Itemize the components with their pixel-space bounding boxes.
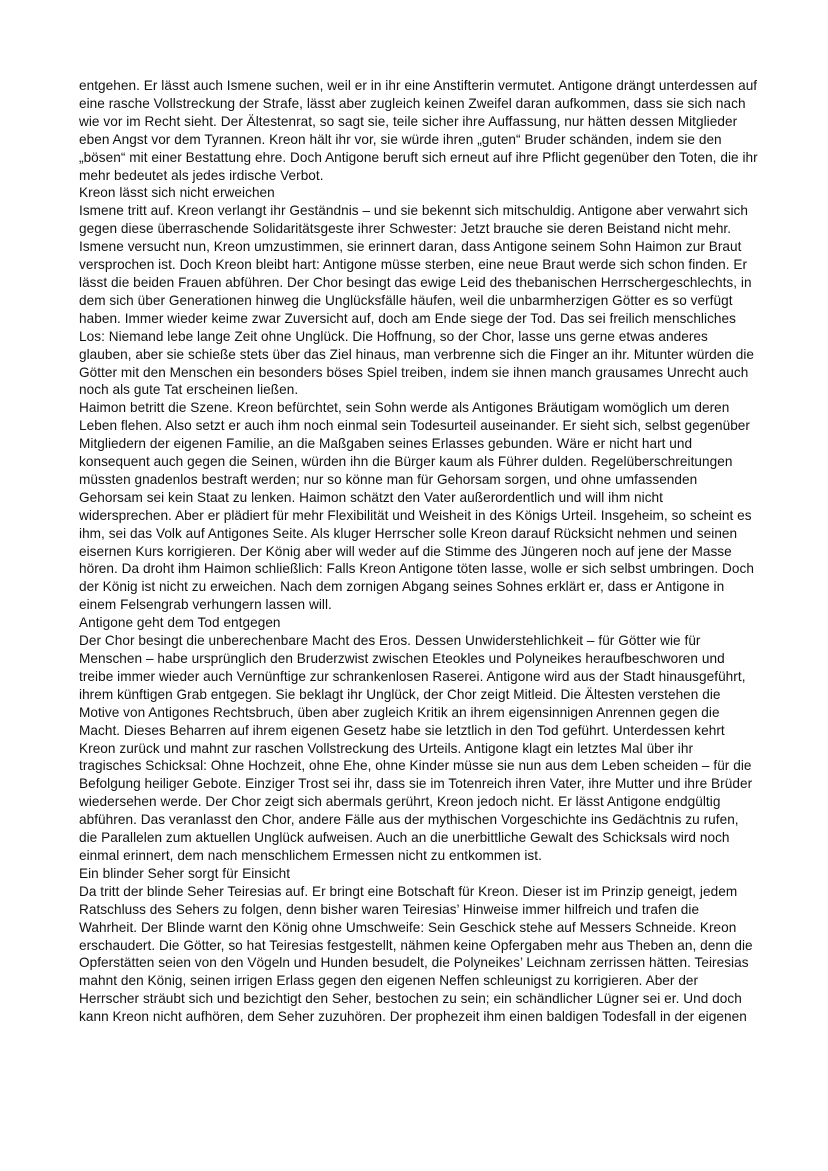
paragraph-ismene: Ismene tritt auf. Kreon verlangt ihr Geständnis – und sie bekennt sich mitschuldig. Antigone aber verwahrt sich gegen diese überraschende Solidaritätsgeste ihrer Schwester: Jetzt brauche sie deren Beistand nicht mehr. Ismene versucht nun, Kreon umzustimmen, sie erinnert daran, dass Antigone seinem Sohn Haimon zur Braut versprochen ist. Doch Kreon bleibt hart: Antigone müsse sterben, eine neue Braut werde sich schon finden. Er lässt die beiden Frauen abführen. Der Chor besingt das ewige Leid des thebanischen Herrschergeschlechts, in dem sich über Generationen hinweg die Unglücksfälle häufen, weil die unbarmherzigen Götter es so verfügt haben. Immer wieder keime zwar Zuversicht auf, doch am Ende siege der Tod. Das sei freilich menschliches Los: Niemand lebe lange Zeit ohne Unglück. Die Hoffnung, so der Chor, lasse uns gerne etwas anderes glauben, aber sie schieße stets über das Ziel hinaus, man verbrenne sich die Finger an ihr. Mitunter würden die Götter mit den Menschen ein besonders böses Spiel treiben, indem sie ihnen manch grausames Unrecht auch noch als gute Tat erscheinen ließen. xyxy=(79,203,755,398)
paragraph-teiresias: Da tritt der blinde Seher Teiresias auf. Er bringt eine Botschaft für Kreon. Dieser ist im Prinzip geneigt, jedem Ratschluss des Sehers zu folgen, denn bisher waren Teiresias’ Hinweise immer hilfreich und trafen die Wahrheit. Der Blinde warnt den König ohne Umschweife: Sein Geschick stehe auf Messers Schneide. Kreon erschaudert. Die Götter, so hat Teiresias festgestellt, nähmen keine Opfergaben mehr aus Theben an, denn die Opferstätten seien von den Vögeln und Hunden besudelt, die Polyneikes’ Leichnam zerrissen hätten. Teiresias mahnt den König, seinen irrigen Erlass gegen den eigenen Neffen schleunigst zu korrigieren. Aber der Herrscher sträubt sich und bezichtigt den Seher, bestochen zu sein; ein schändlicher Lügner sei er. Und doch kann Kreon nicht aufhören, dem Seher zuzuhören. Der prophezeit ihm einen baldigen Todesfall in der eigenen xyxy=(79,883,753,1025)
section-heading-antigone: Antigone geht dem Tod entgegen xyxy=(79,615,281,631)
paragraph-chor-eros: Der Chor besingt die unberechenbare Macht des Eros. Dessen Unwiderstehlichkeit – für Götter wie für Menschen – habe ursprünglich den Bruderzwist zwischen Eteokles und Polyneikes heraufbeschworen und treibe immer wieder auch Vernünftige zur schrankenlosen Raserei. Antigone wird aus der Stadt hinausgeführt, ihrem künftigen Grab entgegen. Sie beklagt ihr Unglück, der Chor zeigt Mitleid. Die Ältesten verstehen die Motive von Antigones Rechtsbruch, üben aber zugleich Kritik an ihrem eigensinnigen Anrennen gegen die Macht. Dieses Beharren auf ihrem eigenen Gesetz habe sie letztlich in den Tod geführt. Unterdessen kehrt Kreon zurück und mahnt zur raschen Vollstreckung des Urteils. Antigone klagt ein letztes Mal über ihr tragisches Schicksal: Ohne Hochzeit, ohne Ehe, ohne Kinder müsse sie nun aus dem Leben scheiden – für die Befolgung heiliger Gebote. Einziger Trost sei ihr, dass sie im Totenreich ihren Vater, ihre Mutter und ihre Brüder wiedersehen werde. Der Chor zeigt sich abermals gerührt, Kreon jedoch nicht. Er lässt Antigone endgültig abführen. Das veranlasst den Chor, andere Fälle aus der mythischen Vorgeschichte ins Gedächtnis zu rufen, die Parallelen zum aktuellen Unglück aufweisen. Auch an die unerbittliche Gewalt des Schicksals wird noch einmal erinnert, dem nach menschlichem Ermessen nicht zu entkommen ist. xyxy=(79,633,753,863)
section-heading-kreon: Kreon lässt sich nicht erweichen xyxy=(79,185,275,201)
document-page xyxy=(79,77,759,1026)
section-heading-seher: Ein blinder Seher sorgt für Einsicht xyxy=(79,865,291,881)
paragraph-haimon: Haimon betritt die Szene. Kreon befürchtet, sein Sohn werde als Antigones Bräutigam womöglich um deren Leben flehen. Also setzt er auch ihm noch einmal sein Todesurteil auseinander. Er sieht sich, selbst gegenüber Mitgliedern der eigenen Familie, an die Maßgaben seines Erlasses gebunden. Wäre er nicht hart und konsequent auch gegen die Seinen, würden ihn die Bürger kaum als Führer dulden. Regelüberschreitungen müssten gnadenlos bestraft werden; nur so könne man für Gehorsam sorgen, und ohne umfassenden Gehorsam sei kein Staat zu lenken. Haimon schätzt den Vater außerordentlich und will ihm nicht widersprechen. Aber er plädiert für mehr Flexibilität und Weisheit in des Königs Urteil. Insgeheim, so scheint es ihm, sei das Volk auf Antigones Seite. Als kluger Herrscher solle Kreon darauf Rücksicht nehmen und seinen eisernen Kurs korrigieren. Der König aber will weder auf die Stimme des Jüngeren noch auf jene der Masse hören. Da droht ihm Haimon schließlich: Falls Kreon Antigone töten lasse, wolle er sich selbst umbringen. Doch der König ist nicht zu erweichen. Nach dem zornigen Abgang seines Sohnes erklärt er, dass er Antigone in einem Felsengrab verhungern lassen will. xyxy=(79,400,754,613)
paragraph-intro: entgehen. Er lässt auch Ismene suchen, weil er in ihr eine Anstifterin vermutet. Antigone drängt unterdessen auf eine rasche Vollstreckung der Strafe, lässt aber zugleich keinen Zweifel daran aufkommen, dass sie sich nach wie vor im Recht sieht. Der Ältestenrat, so sagt sie, teile sicher ihre Auffassung, nur hätten dessen Mitglieder eben Angst vor dem Tyrannen. Kreon hält ihr vor, sie würde ihren „guten“ Bruder schänden, indem sie den „bösen“ mit einer Bestattung ehre. Doch Antigone beruft sich erneut auf ihre Pflicht gegenüber den Toten, die ihr mehr bedeutet als jedes irdische Verbot. xyxy=(79,78,758,183)
